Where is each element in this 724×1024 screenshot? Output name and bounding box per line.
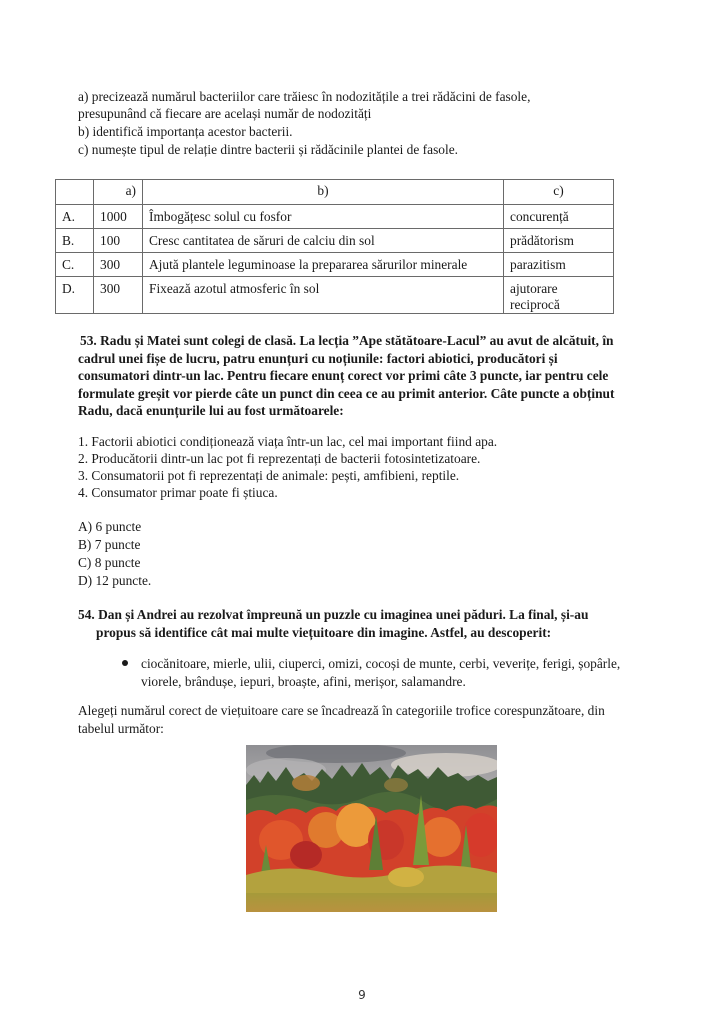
q54-instruction-line: Alegeți numărul corect de viețuitoare care se încadrează în categoriile trofice corespunzătoare, din xyxy=(78,703,605,718)
q53-text-line: cadrul unei fișe de lucru, patru enunțuri cu noțiunile: factori abiotici, producători și xyxy=(78,351,558,366)
row-option: C. xyxy=(56,253,94,277)
row-c-value: parazitism xyxy=(504,253,614,277)
table-header-row xyxy=(56,180,614,205)
intro-question-b: b) identifică importanța acestor bacterii. xyxy=(78,124,293,139)
row-c-value: prădătorism xyxy=(504,229,614,253)
q53-option-c: C) 8 puncte xyxy=(78,555,141,570)
q53-option-b: B) 7 puncte xyxy=(78,537,141,552)
row-a-value: 300 xyxy=(94,277,143,314)
q53-text-line: Radu, dacă enunțurile lui au fost următoarele: xyxy=(78,403,344,418)
answer-table xyxy=(55,179,614,314)
autumn-forest-photo-icon xyxy=(246,745,497,912)
q53-option-a: A) 6 puncte xyxy=(78,519,142,534)
row-b-value: Îmbogățesc solul cu fosfor xyxy=(143,205,504,229)
row-option: A. xyxy=(56,205,94,229)
q53-text-line: 53. Radu și Matei sunt colegi de clasă. La lecția ”Ape stătătoare-Lacul” au avut de alcătuit, în xyxy=(80,333,614,348)
header-b: b) xyxy=(143,180,504,205)
q53-statement-2: 2. Producătorii dintr-un lac pot fi reprezentați de bacterii fotosintetizatoare. xyxy=(78,451,481,466)
q54-text-line: 54. Dan și Andrei au rezolvat împreună un puzzle cu imaginea unei păduri. La final, și-au xyxy=(78,607,589,622)
q53-text-line: formulate greșit vor pierde câte un punct din ceea ce au primit anterior. Câte puncte a obținut xyxy=(78,386,615,401)
page-number: 9 xyxy=(358,988,366,1002)
header-empty xyxy=(56,180,94,205)
row-a-value: 300 xyxy=(94,253,143,277)
intro-question-a: a) precizează numărul bacteriilor care trăiesc în nodozitățile a trei rădăcini de fasole, xyxy=(78,89,531,104)
q53-text-line: consumatori dintr-un lac. Pentru fiecare enunț corect vor primi câte 3 puncte, iar pentru cele xyxy=(78,368,609,383)
q53-statement-1: 1. Factorii abiotici condiționează viața într-un lac, cel mai important fiind apa. xyxy=(78,434,498,449)
header-a: a) xyxy=(94,180,143,205)
row-c-value-line2: reciprocă xyxy=(510,297,560,312)
row-b-value: Cresc cantitatea de săruri de calciu din sol xyxy=(143,229,504,253)
row-a-value: 1000 xyxy=(94,205,143,229)
q54-organism-list-line: ciocănitoare, mierle, ulii, ciuperci, omizi, cocoși de munte, cerbi, veverițe, ferigi, șopârle, xyxy=(141,656,621,671)
row-b-value: Fixează azotul atmosferic în sol xyxy=(143,277,504,314)
table-row xyxy=(56,229,614,253)
table-row xyxy=(56,277,614,314)
row-option: B. xyxy=(56,229,94,253)
row-c-value xyxy=(504,277,614,314)
intro-question-c: c) numește tipul de relație dintre bacterii și rădăcinile plantei de fasole. xyxy=(78,142,458,157)
bullet-icon xyxy=(122,660,128,666)
row-option: D. xyxy=(56,277,94,314)
header-c: c) xyxy=(504,180,614,205)
q54-organism-list-line: viorele, brândușe, iepuri, broaște, afini, merișor, salamandre. xyxy=(141,674,466,689)
q53-statement-3: 3. Consumatorii pot fi reprezentați de animale: pești, amfibieni, reptile. xyxy=(78,468,460,483)
row-b-value: Ajută plantele leguminoase la prepararea sărurilor minerale xyxy=(143,253,504,277)
row-a-value: 100 xyxy=(94,229,143,253)
row-c-value-line1: ajutorare xyxy=(510,281,558,296)
intro-question-a-cont: presupunând că fiecare are același număr de nodozități xyxy=(78,106,372,121)
q54-instruction-line: tabelul următor: xyxy=(78,721,164,736)
q54-text-line: propus să identifice cât mai multe viețuitoare din imagine. Astfel, au descoperit: xyxy=(96,625,552,640)
q53-option-d: D) 12 puncte. xyxy=(78,573,152,588)
table-row xyxy=(56,253,614,277)
row-c-value: concurență xyxy=(504,205,614,229)
table-row xyxy=(56,205,614,229)
q53-statement-4: 4. Consumator primar poate fi știuca. xyxy=(78,485,278,500)
